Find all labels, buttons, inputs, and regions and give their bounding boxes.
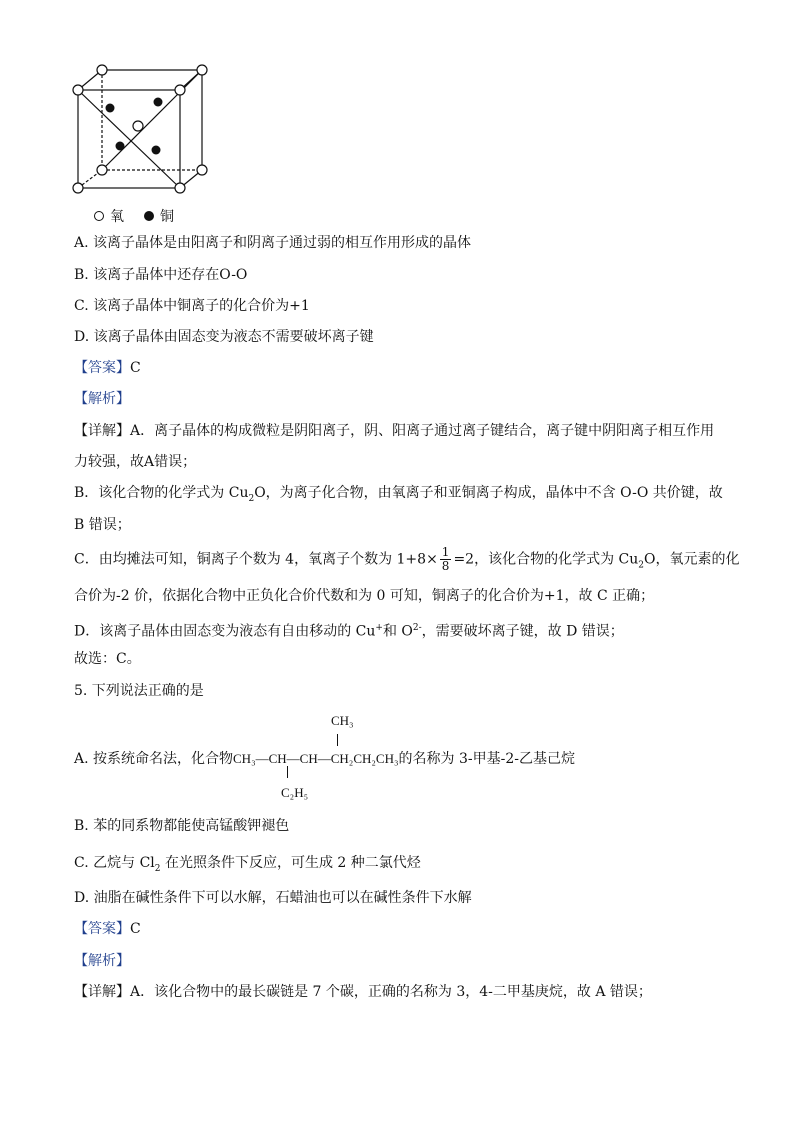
q4-option-d: D. 该离子晶体由固态变为液态不需要破坏离子键 xyxy=(74,329,374,345)
copper-atom xyxy=(154,98,163,107)
formula-upper-bond xyxy=(337,734,338,746)
q5-detail-a: 【详解】A．该化合物中的最长碳链是 7 个碳，正确的名称为 3，4-二甲基庚烷，故 A 错误； xyxy=(74,984,652,1000)
q4-detail-b-line2: B 错误； xyxy=(74,517,131,533)
q4-detail-a-line1: 【详解】A．离子晶体的构成微粒是阴阳离子，阴、阳离子通过离子键结合，离子键中阴阳离子相互作用 xyxy=(74,423,715,439)
q4-option-b: B. 该离子晶体中还存在O-O xyxy=(74,267,248,283)
q5-option-c: C. 乙烷与 $Cl_2$ 在光照条件下反应，可生成 2 种二氯代烃 xyxy=(74,855,421,874)
oxygen-atom xyxy=(175,85,185,95)
q4-option-c: C. 该离子晶体中铜离子的化合价为+1 xyxy=(74,298,310,314)
q5-option-b: B. 苯的同系物都能使高锰酸钾褪色 xyxy=(74,818,290,834)
q5-analysis-label: 【解析】 xyxy=(74,953,130,969)
legend-copper-label: 铜 xyxy=(160,209,174,225)
q4-answer: 【答案】C xyxy=(74,360,141,376)
q4-detail-b-line1: B．该化合物的化学式为 $Cu_2O$，为离子化合物，由氧离子和亚铜离子构成，晶体中不含 O-O 共价键，故 xyxy=(74,485,723,504)
copper-atom xyxy=(106,104,115,113)
q4-choose: 故选：C。 xyxy=(74,651,141,667)
figure-legend xyxy=(94,206,174,226)
copper-legend-icon xyxy=(144,211,154,221)
oxygen-legend-icon xyxy=(94,211,104,221)
oxygen-atom xyxy=(73,183,83,193)
oxygen-atom xyxy=(133,121,143,131)
crystal-cell-diagram xyxy=(70,64,220,194)
q5-option-a: A. 按系统命名法，化合物CH₃—CH—CH—CH₂CH₂CH₃的名称为 3-甲基-2-乙基己烷 xyxy=(74,751,575,767)
q4-detail-c-line2: 合价为-2 价，依据化合物中正负化合价代数和为 0 可知，铜离子的化合价为+1，故 C 正确； xyxy=(74,588,655,604)
q4-analysis-label: 【解析】 xyxy=(74,391,130,407)
q5-option-d: D. 油脂在碱性条件下可以水解，石蜡油也可以在碱性条件下水解 xyxy=(74,890,472,906)
q5-answer: 【答案】C xyxy=(74,921,141,937)
fraction-one-eighth: $\frac{1}{8}$ xyxy=(441,545,450,573)
copper-atom xyxy=(116,142,125,151)
oxygen-atom xyxy=(197,65,207,75)
formula-top-substituent: CH₃ xyxy=(331,713,354,728)
oxygen-atom xyxy=(97,65,107,75)
oxygen-atom xyxy=(73,85,83,95)
legend-oxygen-label: 氧 xyxy=(110,209,124,225)
oxygen-atom xyxy=(97,165,107,175)
copper-atom xyxy=(152,146,161,155)
q4-detail-d: D．该离子晶体由固态变为液态有自由移动的 Cu+和 $O^{2-}$，需要破坏离子键，故 D 错误； xyxy=(74,623,624,640)
oxygen-atom xyxy=(197,165,207,175)
formula-bottom-substituent: C₂H₅ xyxy=(281,785,309,800)
oxygen-atom xyxy=(175,183,185,193)
q4-detail-c-line1: C．由均摊法可知，铜离子个数为 4，氧离子个数为 1+8× $\frac{1}{8}$ =2，该化合物的化学式为 $Cu_2O$，氧元素的化 xyxy=(74,545,740,573)
q5-stem: 5. 下列说法正确的是 xyxy=(74,683,204,699)
formula-lower-bond xyxy=(287,766,288,778)
structural-formula: CH₃—CH—CH—CH₂CH₂CH₃ xyxy=(233,751,399,766)
q4-option-a: A. 该离子晶体是由阳离子和阴离子通过弱的相互作用形成的晶体 xyxy=(74,235,472,251)
q4-detail-a-line2: 力较强，故A错误； xyxy=(74,454,197,470)
